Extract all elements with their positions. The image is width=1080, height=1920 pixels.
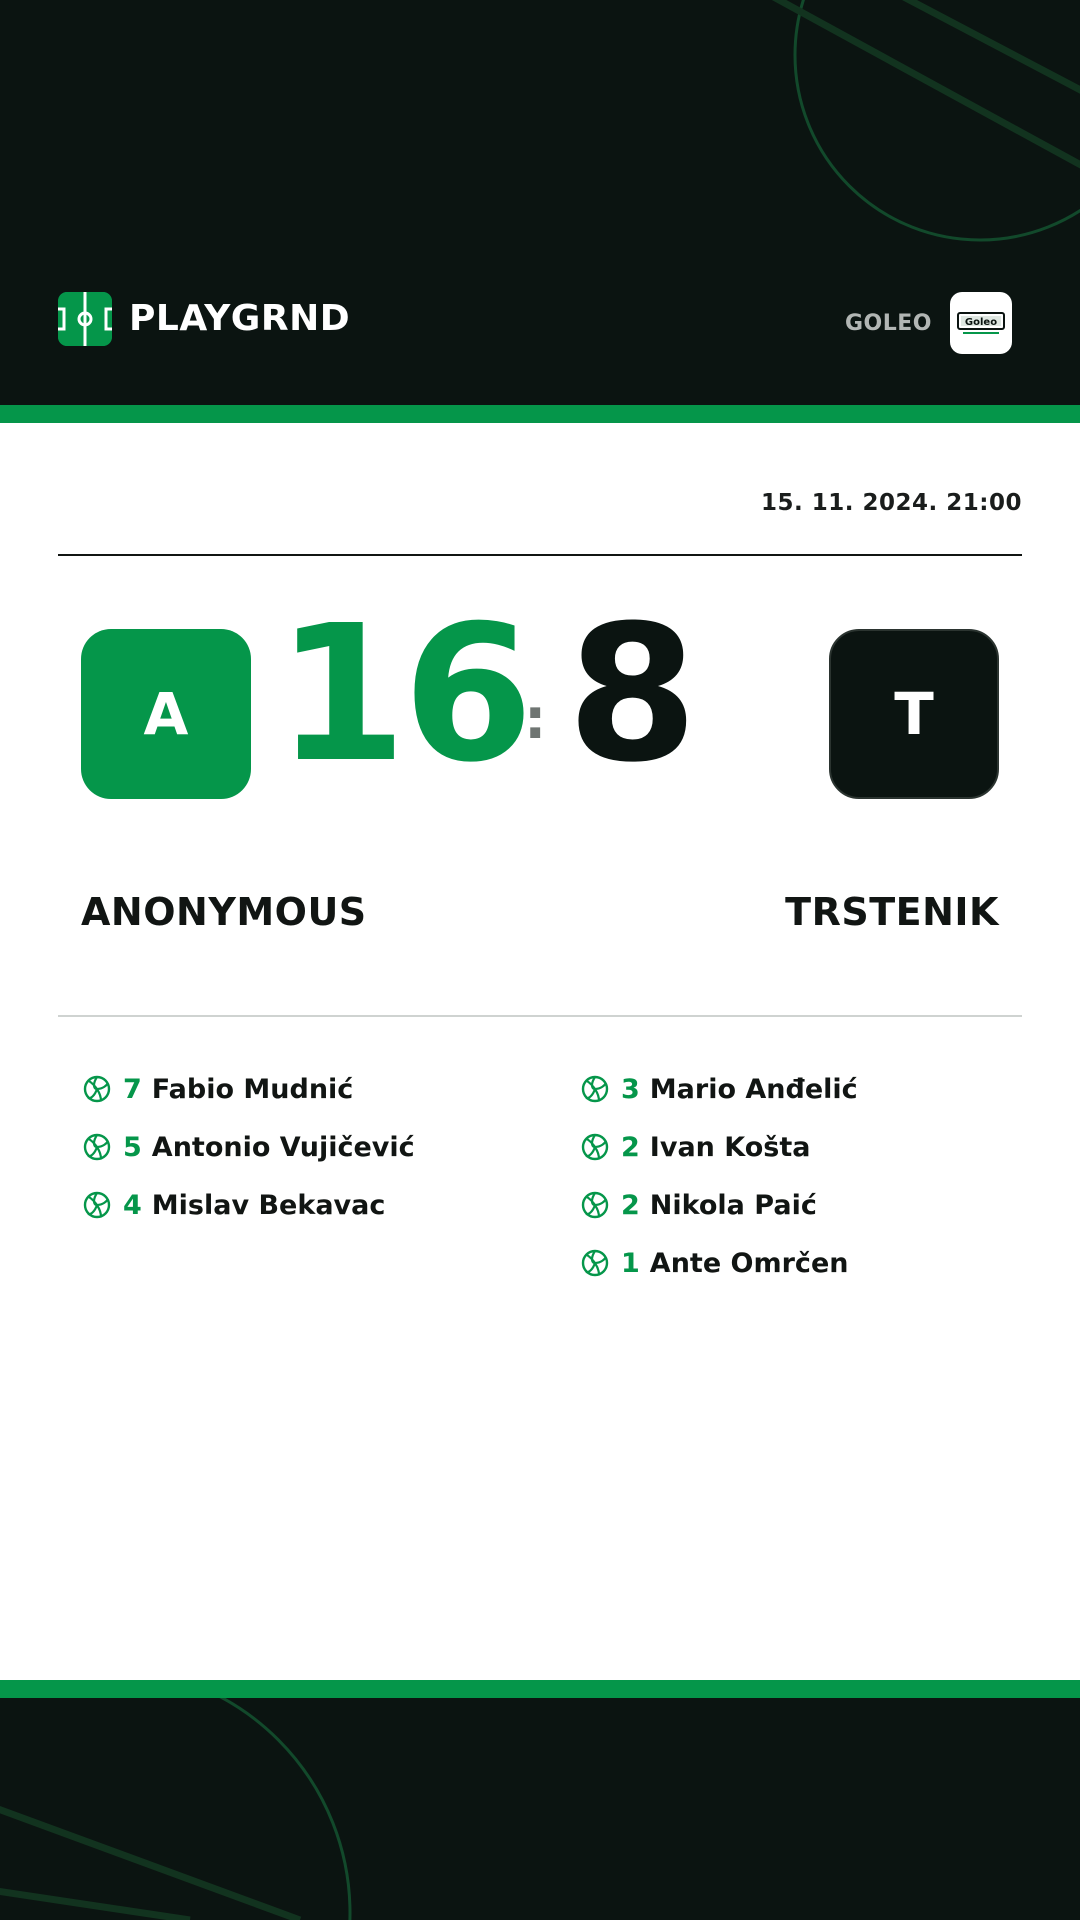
header xyxy=(0,0,1080,405)
match-date: 15. 11. 2024. 21:00 xyxy=(761,490,1022,516)
home-scorers-list xyxy=(83,1060,415,1234)
list-item xyxy=(581,1118,858,1176)
scorer-name: Fabio Mudnić xyxy=(151,1073,354,1105)
brand-name: PLAYGRND xyxy=(129,298,351,339)
scorer-name: Antonio Vujičević xyxy=(151,1131,415,1163)
scorer-name: Mario Anđelić xyxy=(649,1073,858,1105)
scorer-goals: 7 xyxy=(123,1073,142,1105)
home-team-name: ANONYMOUS xyxy=(81,890,367,934)
volleyball-icon xyxy=(83,1133,111,1161)
scorer-goals: 2 xyxy=(621,1131,640,1163)
list-item xyxy=(83,1118,415,1176)
list-item xyxy=(581,1060,858,1118)
header-accent-stripe xyxy=(0,405,1080,423)
list-item xyxy=(581,1176,858,1234)
footer-accent-stripe xyxy=(0,1680,1080,1698)
scorer-goals: 3 xyxy=(621,1073,640,1105)
scorer-name: Ante Omrčen xyxy=(649,1247,849,1279)
pitch-icon xyxy=(58,292,112,346)
list-item xyxy=(83,1060,415,1118)
partner-logo-mark xyxy=(957,310,1005,336)
divider xyxy=(58,554,1022,556)
scorer-goals: 2 xyxy=(621,1189,640,1221)
volleyball-icon xyxy=(83,1075,111,1103)
home-team-badge: A xyxy=(81,629,251,799)
brand xyxy=(58,292,350,346)
away-score: 8 xyxy=(567,585,694,804)
scorer-name: Mislav Bekavac xyxy=(151,1189,386,1221)
footer-pitch-decoration xyxy=(0,1698,1080,1920)
partner xyxy=(845,292,1012,354)
scorer-name: Ivan Košta xyxy=(649,1131,811,1163)
scorer-goals: 4 xyxy=(123,1189,142,1221)
volleyball-icon xyxy=(83,1191,111,1219)
footer xyxy=(0,1698,1080,1920)
partner-name: GOLEO xyxy=(844,310,932,336)
scorer-goals: 1 xyxy=(621,1247,640,1279)
away-team-name: TRSTENIK xyxy=(785,890,999,934)
home-score: 16 xyxy=(276,585,530,804)
volleyball-icon xyxy=(581,1191,609,1219)
away-scorers-list xyxy=(581,1060,858,1292)
partner-logo-text: Goleo xyxy=(964,317,998,328)
volleyball-icon xyxy=(581,1249,609,1277)
score-separator: : xyxy=(524,687,547,752)
divider-scorers xyxy=(58,1015,1022,1017)
scorer-goals: 5 xyxy=(123,1131,142,1163)
volleyball-icon xyxy=(581,1133,609,1161)
list-item xyxy=(581,1234,858,1292)
volleyball-icon xyxy=(581,1075,609,1103)
list-item xyxy=(83,1176,415,1234)
partner-logo xyxy=(950,292,1012,354)
away-team-badge: T xyxy=(829,629,999,799)
scorer-name: Nikola Paić xyxy=(649,1189,817,1221)
